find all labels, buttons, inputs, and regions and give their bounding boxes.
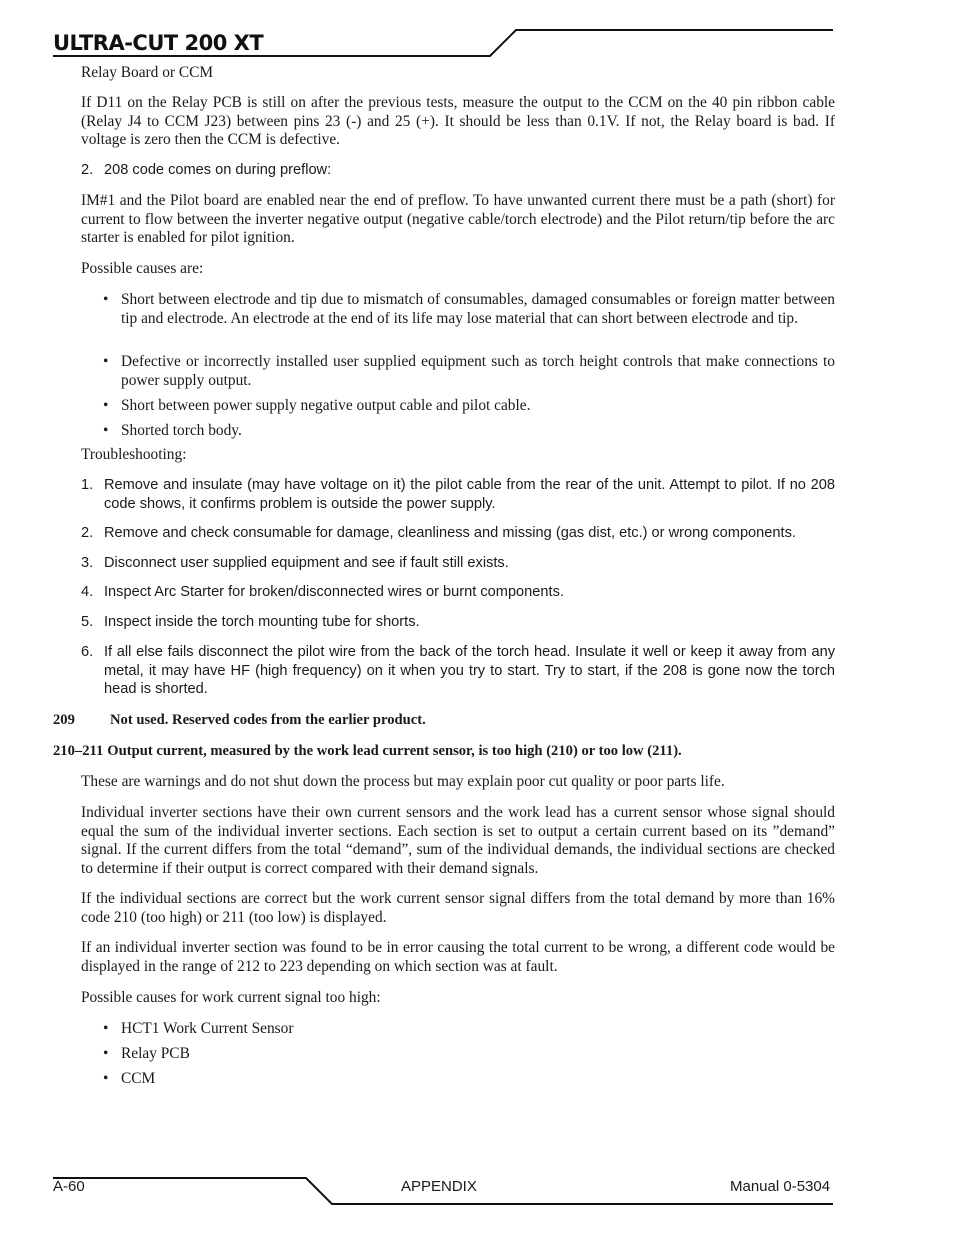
cause-text: CCM: [121, 1070, 156, 1087]
page-number: A-60: [53, 1178, 85, 1195]
step-number: 6.: [81, 644, 94, 660]
bullet-icon: •: [103, 353, 109, 370]
warning-paragraph: These are warnings and do not shut down the process but may explain poor cut quality or poor parts life.: [81, 773, 725, 790]
bullet-icon: •: [103, 1020, 109, 1037]
causes-label: Possible causes are:: [81, 260, 204, 277]
range-paragraph: If an individual inverter section was found to be in error causing the total current to be wrong, a different code would be displayed in the range of 212 to 223 depending on which section was at fault.: [81, 939, 835, 975]
code-number: 210–211: [53, 743, 104, 759]
code-description: Not used. Reserved codes from the earlier product.: [110, 712, 426, 728]
step-text: Remove and check consumable for damage, cleanliness and missing (gas dist, etc.) or wrong components.: [104, 525, 796, 541]
preflow-paragraph: IM#1 and the Pilot board are enabled near the end of preflow. To have unwanted current there must be a path (short) for current to flow between the inverter negative output (negative cable/torch electrode) and the Pilot return/tip before the arc starter is enabled for pilot ignition.: [81, 192, 835, 247]
code-description: Output current, measured by the work lead current sensor, is too high (210) or too low (211).: [107, 743, 682, 759]
bullet-icon: •: [103, 1045, 109, 1062]
relay-paragraph: If D11 on the Relay PCB is still on after the previous tests, measure the output to the CCM on the 40 pin ribbon cable (Relay J4 to CCM J23) between pins 23 (-) and 25 (+). It should be less than 0.1V. If not, the Relay board is bad. If voltage is zero then the CCM is defective.: [81, 94, 835, 149]
list-text: 208 code comes on during preflow:: [104, 162, 332, 178]
cause-text: Defective or incorrectly installed user supplied equipment such as torch height controls that make connections to power supply output.: [121, 353, 835, 389]
cause-text: HCT1 Work Current Sensor: [121, 1020, 294, 1037]
step-text: Remove and insulate (may have voltage on it) the pilot cable from the rear of the unit. Attempt to pilot. If no 208 code shows, it confirms problem is outside the power supply.: [104, 477, 835, 512]
section-name: APPENDIX: [401, 1178, 477, 1195]
step-text: Inspect Arc Starter for broken/disconnected wires or burnt components.: [104, 584, 564, 600]
causes-high-label: Possible causes for work current signal too high:: [81, 989, 381, 1006]
cause-text: Short between power supply negative output cable and pilot cable.: [121, 397, 531, 414]
step-number: 4.: [81, 584, 94, 600]
code-number: 209: [53, 712, 75, 728]
bullet-icon: •: [103, 422, 109, 439]
document-title: ULTRA-CUT 200 XT: [53, 31, 264, 55]
step-number: 2.: [81, 525, 94, 541]
sensor-paragraph: Individual inverter sections have their own current sensors and the work lead has a current sensor whose signal should equal the sum of the individual inverter sections. Each section is set to output a certain current based on its ”demand” signal. If the current differs from the total “demand”, sum of the individual demands, the individual sections are checked to determine if their output is correct compared with their demand signals.: [81, 804, 835, 877]
step-text: If all else fails disconnect the pilot wire from the back of the torch head. Insulate it well or keep it away from any metal, it may have HF (high frequency) on it when you try to start. Try to start, if the 208 is gone now the torch head is shorted.: [104, 644, 835, 698]
step-number: 1.: [81, 477, 94, 493]
step-number: 3.: [81, 555, 94, 571]
step-text: Disconnect user supplied equipment and see if fault still exists.: [104, 555, 509, 571]
bullet-icon: •: [103, 397, 109, 414]
threshold-paragraph: If the individual sections are correct but the work current sensor signal differs from the total demand by more than 16% code 210 (too high) or 211 (too low) is displayed.: [81, 890, 835, 926]
cause-text: Short between electrode and tip due to mismatch of consumables, damaged consumables or foreign matter between tip and electrode. An electrode at the end of its life may lose material that can short between electrode and tip.: [121, 291, 835, 327]
troubleshooting-label: Troubleshooting:: [81, 446, 187, 463]
relay-heading: Relay Board or CCM: [81, 64, 214, 81]
bullet-icon: •: [103, 1070, 109, 1087]
bullet-icon: •: [103, 291, 109, 308]
cause-text: Shorted torch body.: [121, 422, 242, 439]
manual-number: Manual 0-5304: [730, 1178, 831, 1195]
cause-text: Relay PCB: [121, 1045, 190, 1062]
list-number: 2.: [81, 162, 94, 178]
step-text: Inspect inside the torch mounting tube for shorts.: [104, 614, 420, 630]
step-number: 5.: [81, 614, 94, 630]
